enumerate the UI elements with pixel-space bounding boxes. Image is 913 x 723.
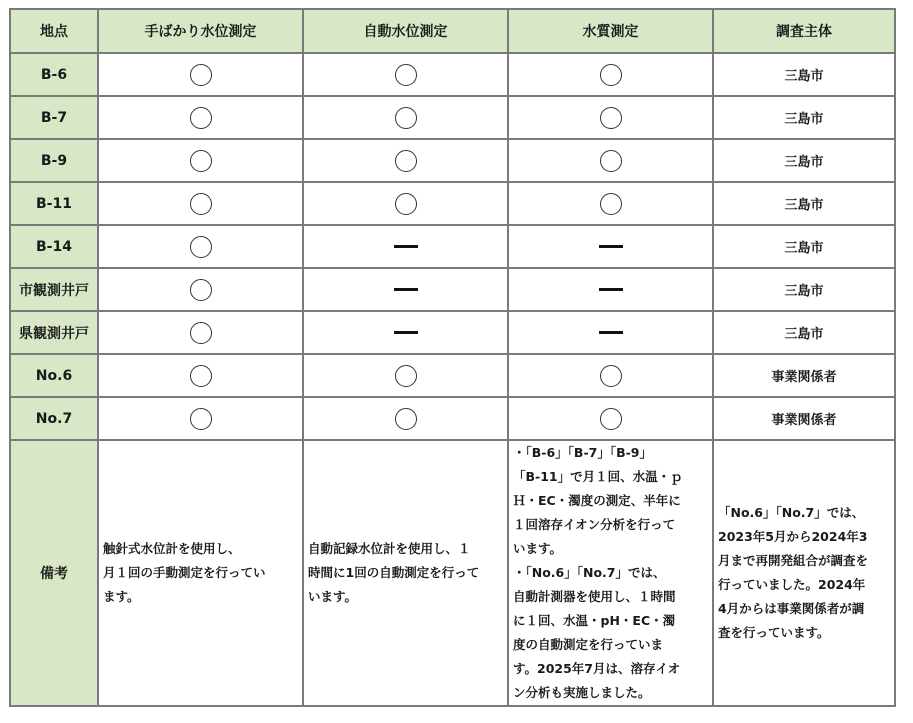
note-line: 時間に1回の自動測定を行って — [308, 565, 480, 580]
note-line: に１回、水温・pH・EC・濁 — [513, 613, 676, 628]
note-line: ン分析も実施しました。 — [513, 685, 651, 700]
manual-level-cell — [98, 311, 303, 354]
circle-mark-icon — [600, 408, 622, 430]
circle-mark-icon — [395, 193, 417, 215]
note-line: 月１回の手動測定を行ってい — [103, 565, 266, 580]
note-manual-level — [98, 440, 303, 706]
header-manual-level: 手ばかり水位測定 — [98, 9, 303, 53]
note-line: 触針式水位計を使用し、 — [103, 541, 241, 556]
note-line: います。 — [513, 541, 563, 556]
survey-entity-cell: 三島市 — [713, 139, 895, 182]
manual-level-cell — [98, 268, 303, 311]
table-row — [10, 268, 895, 311]
survey-entity-cell: 三島市 — [713, 268, 895, 311]
table-row — [10, 311, 895, 354]
circle-mark-icon — [190, 365, 212, 387]
table-row — [10, 397, 895, 440]
monitoring-table — [9, 8, 896, 707]
table-row — [10, 182, 895, 225]
survey-entity-cell: 事業関係者 — [713, 397, 895, 440]
water-quality-cell — [508, 225, 713, 268]
water-quality-cell — [508, 311, 713, 354]
header-row — [10, 9, 895, 53]
dash-mark-icon — [394, 245, 418, 248]
note-line: 自動記録水位計を使用し、１ — [308, 541, 471, 556]
site-label: No.7 — [10, 397, 98, 440]
circle-mark-icon — [600, 193, 622, 215]
note-line: 行っていました。2024年 — [718, 577, 866, 592]
auto-level-cell — [303, 354, 508, 397]
manual-level-cell — [98, 354, 303, 397]
water-quality-cell — [508, 268, 713, 311]
header-water-quality: 水質測定 — [508, 9, 713, 53]
note-line: ・「No.6」「No.7」では、 — [513, 565, 666, 580]
auto-level-cell — [303, 397, 508, 440]
table-row — [10, 139, 895, 182]
auto-level-cell — [303, 268, 508, 311]
note-line: １回溶存イオン分析を行って — [513, 517, 676, 532]
note-water-quality — [508, 440, 713, 706]
note-line: います。 — [308, 589, 358, 604]
circle-mark-icon — [190, 193, 212, 215]
manual-level-cell — [98, 139, 303, 182]
site-label: B-9 — [10, 139, 98, 182]
site-label: 県観測井戸 — [10, 311, 98, 354]
note-line: 月まで再開発組合が調査を — [718, 553, 869, 568]
water-quality-cell — [508, 96, 713, 139]
circle-mark-icon — [190, 64, 212, 86]
manual-level-cell — [98, 182, 303, 225]
water-quality-cell — [508, 139, 713, 182]
circle-mark-icon — [395, 150, 417, 172]
survey-entity-cell: 三島市 — [713, 225, 895, 268]
manual-level-cell — [98, 225, 303, 268]
table-row — [10, 53, 895, 96]
note-survey-entity — [713, 440, 895, 706]
circle-mark-icon — [190, 107, 212, 129]
site-label: B-11 — [10, 182, 98, 225]
dash-mark-icon — [394, 331, 418, 334]
note-line: 4月からは事業関係者が調 — [718, 601, 865, 616]
water-quality-cell — [508, 397, 713, 440]
circle-mark-icon — [190, 236, 212, 258]
circle-mark-icon — [395, 408, 417, 430]
site-label: B-6 — [10, 53, 98, 96]
circle-mark-icon — [600, 64, 622, 86]
survey-entity-cell: 三島市 — [713, 311, 895, 354]
circle-mark-icon — [190, 408, 212, 430]
manual-level-cell — [98, 53, 303, 96]
notes-label: 備考 — [10, 440, 98, 706]
manual-level-cell — [98, 96, 303, 139]
header-auto-level: 自動水位測定 — [303, 9, 508, 53]
note-line: 2023年5月から2024年3 — [718, 529, 868, 544]
circle-mark-icon — [395, 365, 417, 387]
header-site: 地点 — [10, 9, 98, 53]
note-line: ・「B-6」「B-7」「B-9」 — [513, 445, 652, 460]
header-survey-entity: 調査主体 — [713, 9, 895, 53]
water-quality-cell — [508, 354, 713, 397]
table-row — [10, 96, 895, 139]
auto-level-cell — [303, 139, 508, 182]
table-row — [10, 225, 895, 268]
circle-mark-icon — [395, 107, 417, 129]
note-line: 自動計測器を使用し、１時間 — [513, 589, 676, 604]
circle-mark-icon — [190, 279, 212, 301]
circle-mark-icon — [395, 64, 417, 86]
survey-entity-cell: 事業関係者 — [713, 354, 895, 397]
auto-level-cell — [303, 311, 508, 354]
site-label: No.6 — [10, 354, 98, 397]
note-line: Ｈ・EC・濁度の測定、半年に — [513, 493, 681, 508]
notes-row — [10, 440, 895, 706]
site-label: 市観測井戸 — [10, 268, 98, 311]
dash-mark-icon — [394, 288, 418, 291]
dash-mark-icon — [599, 245, 623, 248]
site-label: B-7 — [10, 96, 98, 139]
circle-mark-icon — [190, 322, 212, 344]
auto-level-cell — [303, 225, 508, 268]
water-quality-cell — [508, 182, 713, 225]
monitoring-table-container — [9, 8, 896, 707]
dash-mark-icon — [599, 331, 623, 334]
note-line: ます。 — [103, 589, 140, 604]
circle-mark-icon — [190, 150, 212, 172]
site-label: B-14 — [10, 225, 98, 268]
circle-mark-icon — [600, 365, 622, 387]
note-line: す。2025年7月は、溶存イオ — [513, 661, 681, 676]
survey-entity-cell: 三島市 — [713, 96, 895, 139]
auto-level-cell — [303, 53, 508, 96]
note-line: 査を行っています。 — [718, 625, 830, 640]
manual-level-cell — [98, 397, 303, 440]
circle-mark-icon — [600, 150, 622, 172]
note-line: 「No.6」「No.7」では、 — [718, 505, 865, 520]
note-line: 度の自動測定を行っていま — [513, 637, 664, 652]
dash-mark-icon — [599, 288, 623, 291]
survey-entity-cell: 三島市 — [713, 182, 895, 225]
circle-mark-icon — [600, 107, 622, 129]
survey-entity-cell: 三島市 — [713, 53, 895, 96]
auto-level-cell — [303, 182, 508, 225]
note-auto-level — [303, 440, 508, 706]
note-line: 「B-11」で月１回、水温・ｐ — [513, 469, 683, 484]
water-quality-cell — [508, 53, 713, 96]
table-row — [10, 354, 895, 397]
auto-level-cell — [303, 96, 508, 139]
